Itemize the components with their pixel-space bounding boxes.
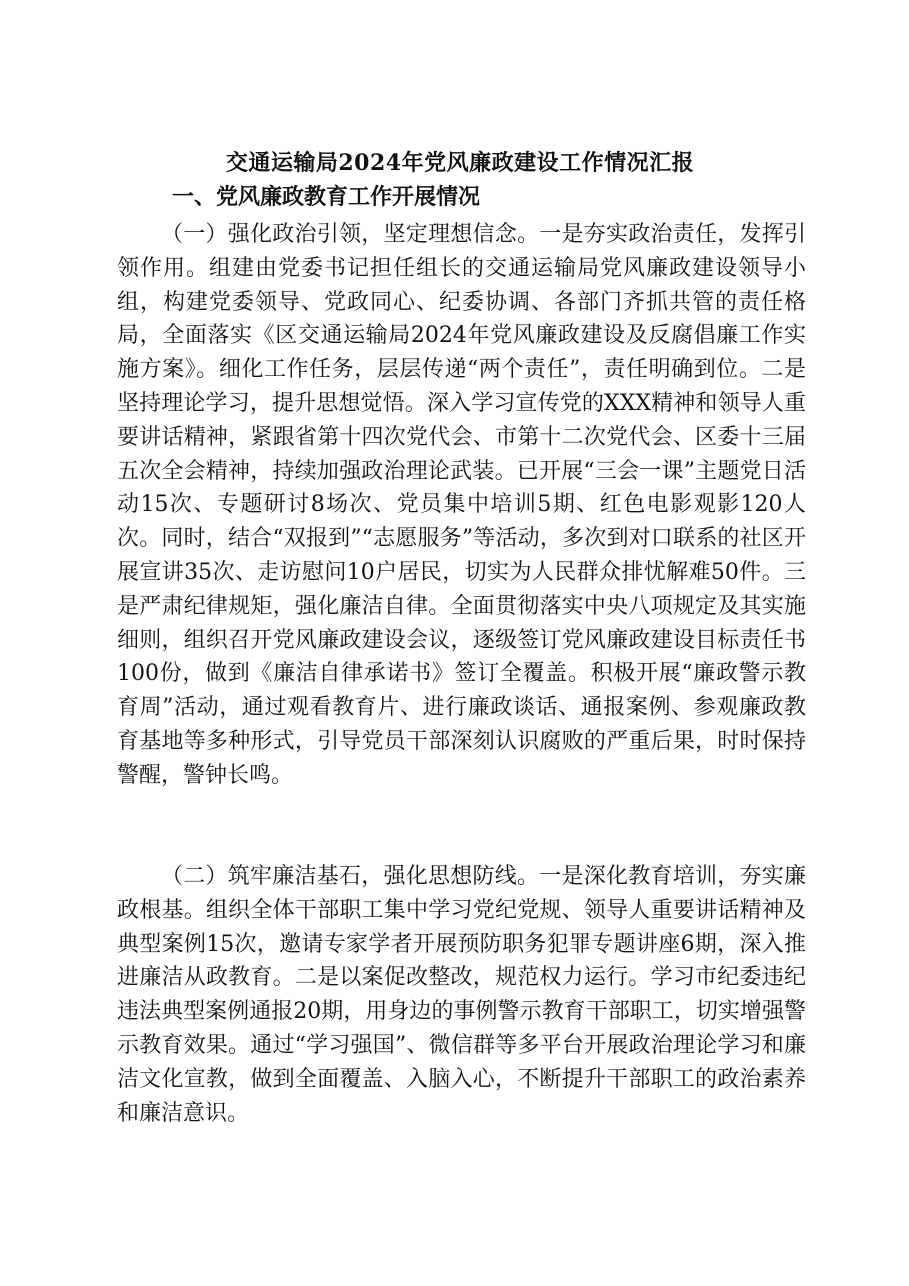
paragraph-2: （二）筑牢廉洁基石，强化思想防线。一是深化教育培训，夯实廉政根基。组织全体干部职工集中学习党纪党规、领导人重要讲话精神及典型案例15次，邀请专家学者开展预防职务犯罪专题讲座6期，深入推进廉洁从政教育。二是以案促改整改，规范权力运行。学习市纪委违纪违法典型案例通报20期，用身边的事例警示教育干部职工，切实增强警示教育效果。通过“学习强国”、微信群等多平台开展政治理论学习和廉洁文化宣教，做到全面覆盖、入脑入心，不断提升干部职工的政治素养和廉洁意识。 <box>117 864 806 1126</box>
paragraph-1: （一）强化政治引领，坚定理想信念。一是夯实政治责任，发挥引领作用。组建由党委书记担任组长的交通运输局党风廉政建设领导小组，构建党委领导、党政同心、纪委协调、各部门齐抓共管的责任格局，全面落实《区交通运输局2024年党风廉政建设及反腐倡廉工作实施方案》。细化工作任务，层层传递“两个责任”，责任明确到位。二是坚持理论学习，提升思想觉悟。深入学习宣传党的XXX精神和领导人重要讲话精神，紧跟省第十四次党代会、市第十二次党代会、区委十三届五次全会精神，持续加强政治理论武装。已开展“三会一课”主题党日活动15次、专题研讨8场次、党员集中培训5期、红色电影观影120人次。同时，结合“双报到”“志愿服务”等活动，多次到对口联系的社区开展宣讲35次、走访慰问10户居民，切实为人民群众排忧解难50件。三是严肃纪律规矩，强化廉洁自律。全面贯彻落实中央八项规定及其实施细则，组织召开党风廉政建设会议，逐级签订党风廉政建设目标责任书100份，做到《廉洁自律承诺书》签订全覆盖。积极开展“廉政警示教育周”活动，通过观看教育片、进行廉政谈话、通报案例、参观廉政教育基地等多种形式，引导党员干部深刻认识腐败的严重后果，时时保持警醒，警钟长鸣。 <box>117 222 806 788</box>
section-heading: 一、党风廉政教育工作开展情况 <box>172 185 481 210</box>
document-title: 交通运输局2024年党风廉政建设工作情况汇报 <box>225 150 695 176</box>
